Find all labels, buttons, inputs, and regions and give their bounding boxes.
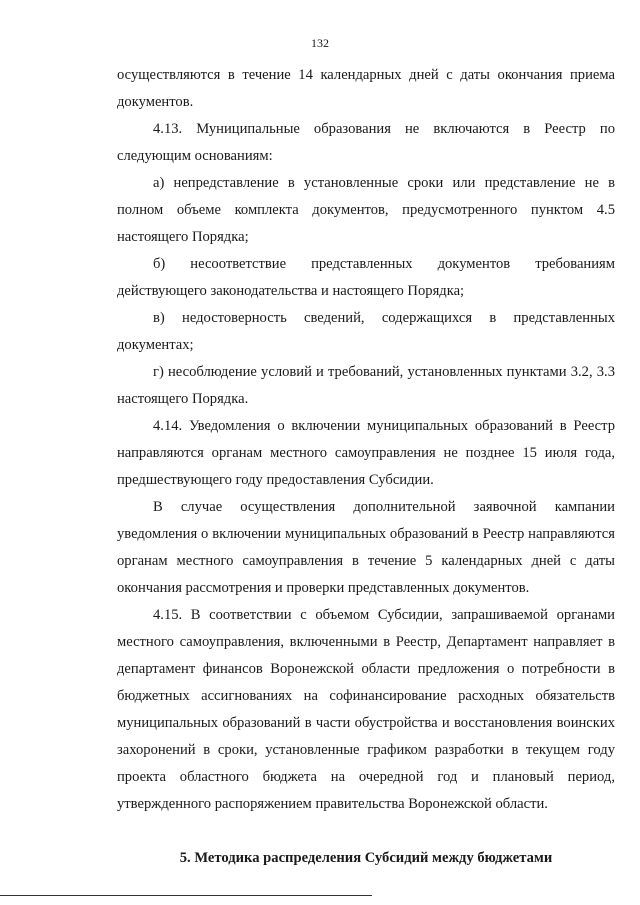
document-body: [117, 62, 615, 872]
paragraph-4-14: 4.14. Уведомления о включении муниципальных образований в Реестр направляются органам местного самоуправления не позднее 15 июля года, предшествующего году предоставления Субсидии.: [117, 418, 615, 488]
footer-divider: [0, 895, 372, 896]
list-item-v: в) недостоверность сведений, содержащихся в представленных документах;: [117, 310, 615, 353]
list-item-b: б) несоответствие представленных документов требованиям действующего законодательства и настоящего Порядка;: [117, 256, 615, 299]
paragraph-4-13: 4.13. Муниципальные образования не включаются в Реестр по следующим основаниям:: [117, 121, 615, 164]
list-item-g: г) несоблюдение условий и требований, установленных пунктами 3.2, 3.3 настоящего Порядка.: [117, 364, 615, 407]
section-heading: 5. Методика распределения Субсидий между бюджетами: [179, 850, 553, 866]
page-number: 132: [311, 36, 329, 50]
paragraph-additional-campaign: В случае осуществления дополнительной заявочной кампании уведомления о включении муниципальных образований в Реестр направляются органам местного самоуправления в течение 5 календарных дней с даты окончания рассмотрения и проверки представленных документов.: [117, 499, 615, 596]
list-item-a: а) непредставление в установленные сроки или представление не в полном объеме комплекта документов, предусмотренного пунктом 4.5 настоящего Порядка;: [117, 175, 615, 245]
paragraph-continuation: осуществляются в течение 14 календарных дней с даты окончания приема документов.: [117, 67, 615, 110]
paragraph-4-15: 4.15. В соответствии с объемом Субсидии, запрашиваемой органами местного самоуправления, включенными в Реестр, Департамент направляет в департамент финансов Воронежской области предложения о потребности в бюджетных ассигнованиях на софинансирование расходных обязательств муниципальных образований в части обустройства и восстановления воинских захоронений в сроки, установленные графиком разработки в текущем году проекта областного бюджета на очередной год и плановый период, утвержденного распоряжением правительства Воронежской области.: [117, 607, 615, 812]
